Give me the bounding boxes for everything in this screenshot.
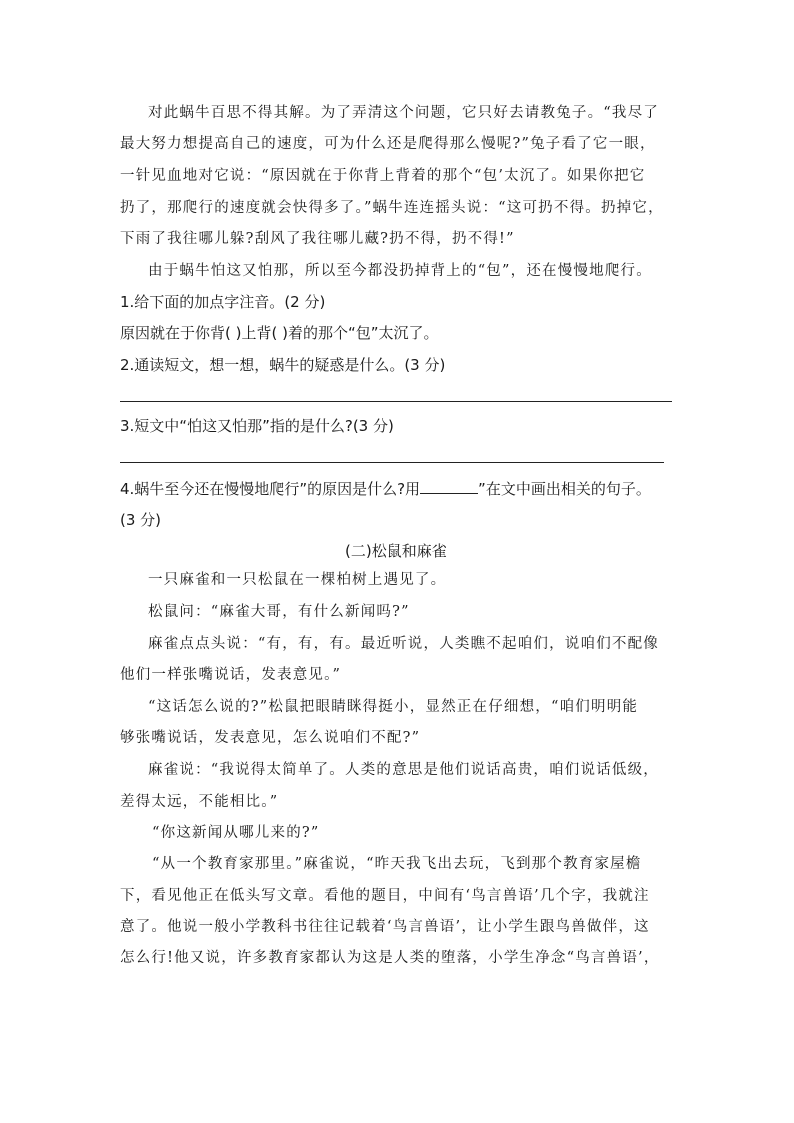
question-4 — [120, 479, 651, 499]
answer-line-q2[interactable] — [120, 401, 672, 402]
question-4-fill-blank[interactable] — [420, 479, 478, 494]
section2-line-7: 麻雀说：“我说得太简单了。人类的意思是他们说话高贵，咱们说话低级， — [148, 762, 660, 778]
section2-line-4: 他们一样张嘴说话，发表意见。” — [120, 667, 342, 683]
section2-line-8: 差得太远，不能相比。” — [120, 794, 279, 810]
question-4-text-start: 4.蜗牛至今还在慢慢地爬行”的原因是什么?用 — [120, 480, 421, 498]
question-1: 1.给下面的加点字注音。(2 分) — [120, 293, 326, 311]
section2-line-1: 一只麻雀和一只松鼠在一棵柏树上遇见了。 — [148, 572, 447, 588]
question-4-score: (3 分) — [120, 511, 162, 529]
section2-line-10: “从一个教育家那里。”麻雀说，“昨天我飞出去玩，飞到那个教育家屋檐 — [152, 856, 642, 872]
section2-line-2: 松鼠问：“麻雀大哥，有什么新闻吗?” — [148, 604, 410, 620]
passage1-line-1: 对此蜗牛百思不得其解。为了弄清这个问题，它只好去请教兔子。“我尽了 — [148, 105, 660, 121]
section2-line-9: “你这新闻从哪儿来的?” — [152, 825, 320, 841]
question-4-text-end: ”在文中画出相关的句子。 — [478, 480, 651, 498]
section2-line-12: 意了。他说一般小学教科书往往记载着‘鸟言兽语’，让小学生跟鸟兽做伴，这 — [120, 919, 650, 935]
section2-line-11: 下，看见他正在低头写文章。看他的题目，中间有‘鸟言兽语’几个字，我就注 — [120, 888, 650, 904]
passage1-line-4: 扔了，那爬行的速度就会快得多了。”蜗牛连连摇头说：“这可扔不得。扔掉它， — [120, 200, 664, 216]
section2-line-3: 麻雀点点头说：“有，有，有。最近听说，人类瞧不起咱们，说咱们不配像 — [148, 636, 660, 652]
section2-line-6: 够张嘴说话，发表意见，怎么说咱们不配?” — [120, 730, 421, 746]
question-1-sentence: 原因就在于你背( )上背( )着的那个“包”太沉了。 — [120, 324, 439, 342]
question-2: 2.通读短文，想一想，蜗牛的疑惑是什么。(3 分) — [120, 356, 446, 374]
passage1-line-6: 由于蜗牛怕这又怕那，所以至今都没扔掉背上的“包”，还在慢慢地爬行。 — [148, 263, 652, 279]
section2-line-5: “这话怎么说的?”松鼠把眼睛眯得挺小，显然正在仔细想，“咱们明明能 — [148, 699, 639, 715]
question-3: 3.短文中“怕这又怕那”指的是什么?(3 分) — [120, 417, 394, 435]
passage1-line-2: 最大努力想提高自己的速度，可为什么还是爬得那么慢呢?”兔子看了它一眼， — [120, 136, 656, 152]
passage1-line-3: 一针见血地对它说：“原因就在于你背上背着的那个“包’太沉了。如果你把它 — [120, 168, 646, 184]
passage1-line-5: 下雨了我往哪儿躲?刮风了我往哪儿藏?扔不得，扔不得!” — [120, 231, 515, 247]
section2-line-13: 怎么行!他又说，许多教育家都认为这是人类的堕落，小学生净念“鸟言兽语’， — [120, 950, 660, 966]
section-2-title: (二)松鼠和麻雀 — [345, 542, 447, 560]
answer-line-q3[interactable] — [120, 462, 664, 463]
